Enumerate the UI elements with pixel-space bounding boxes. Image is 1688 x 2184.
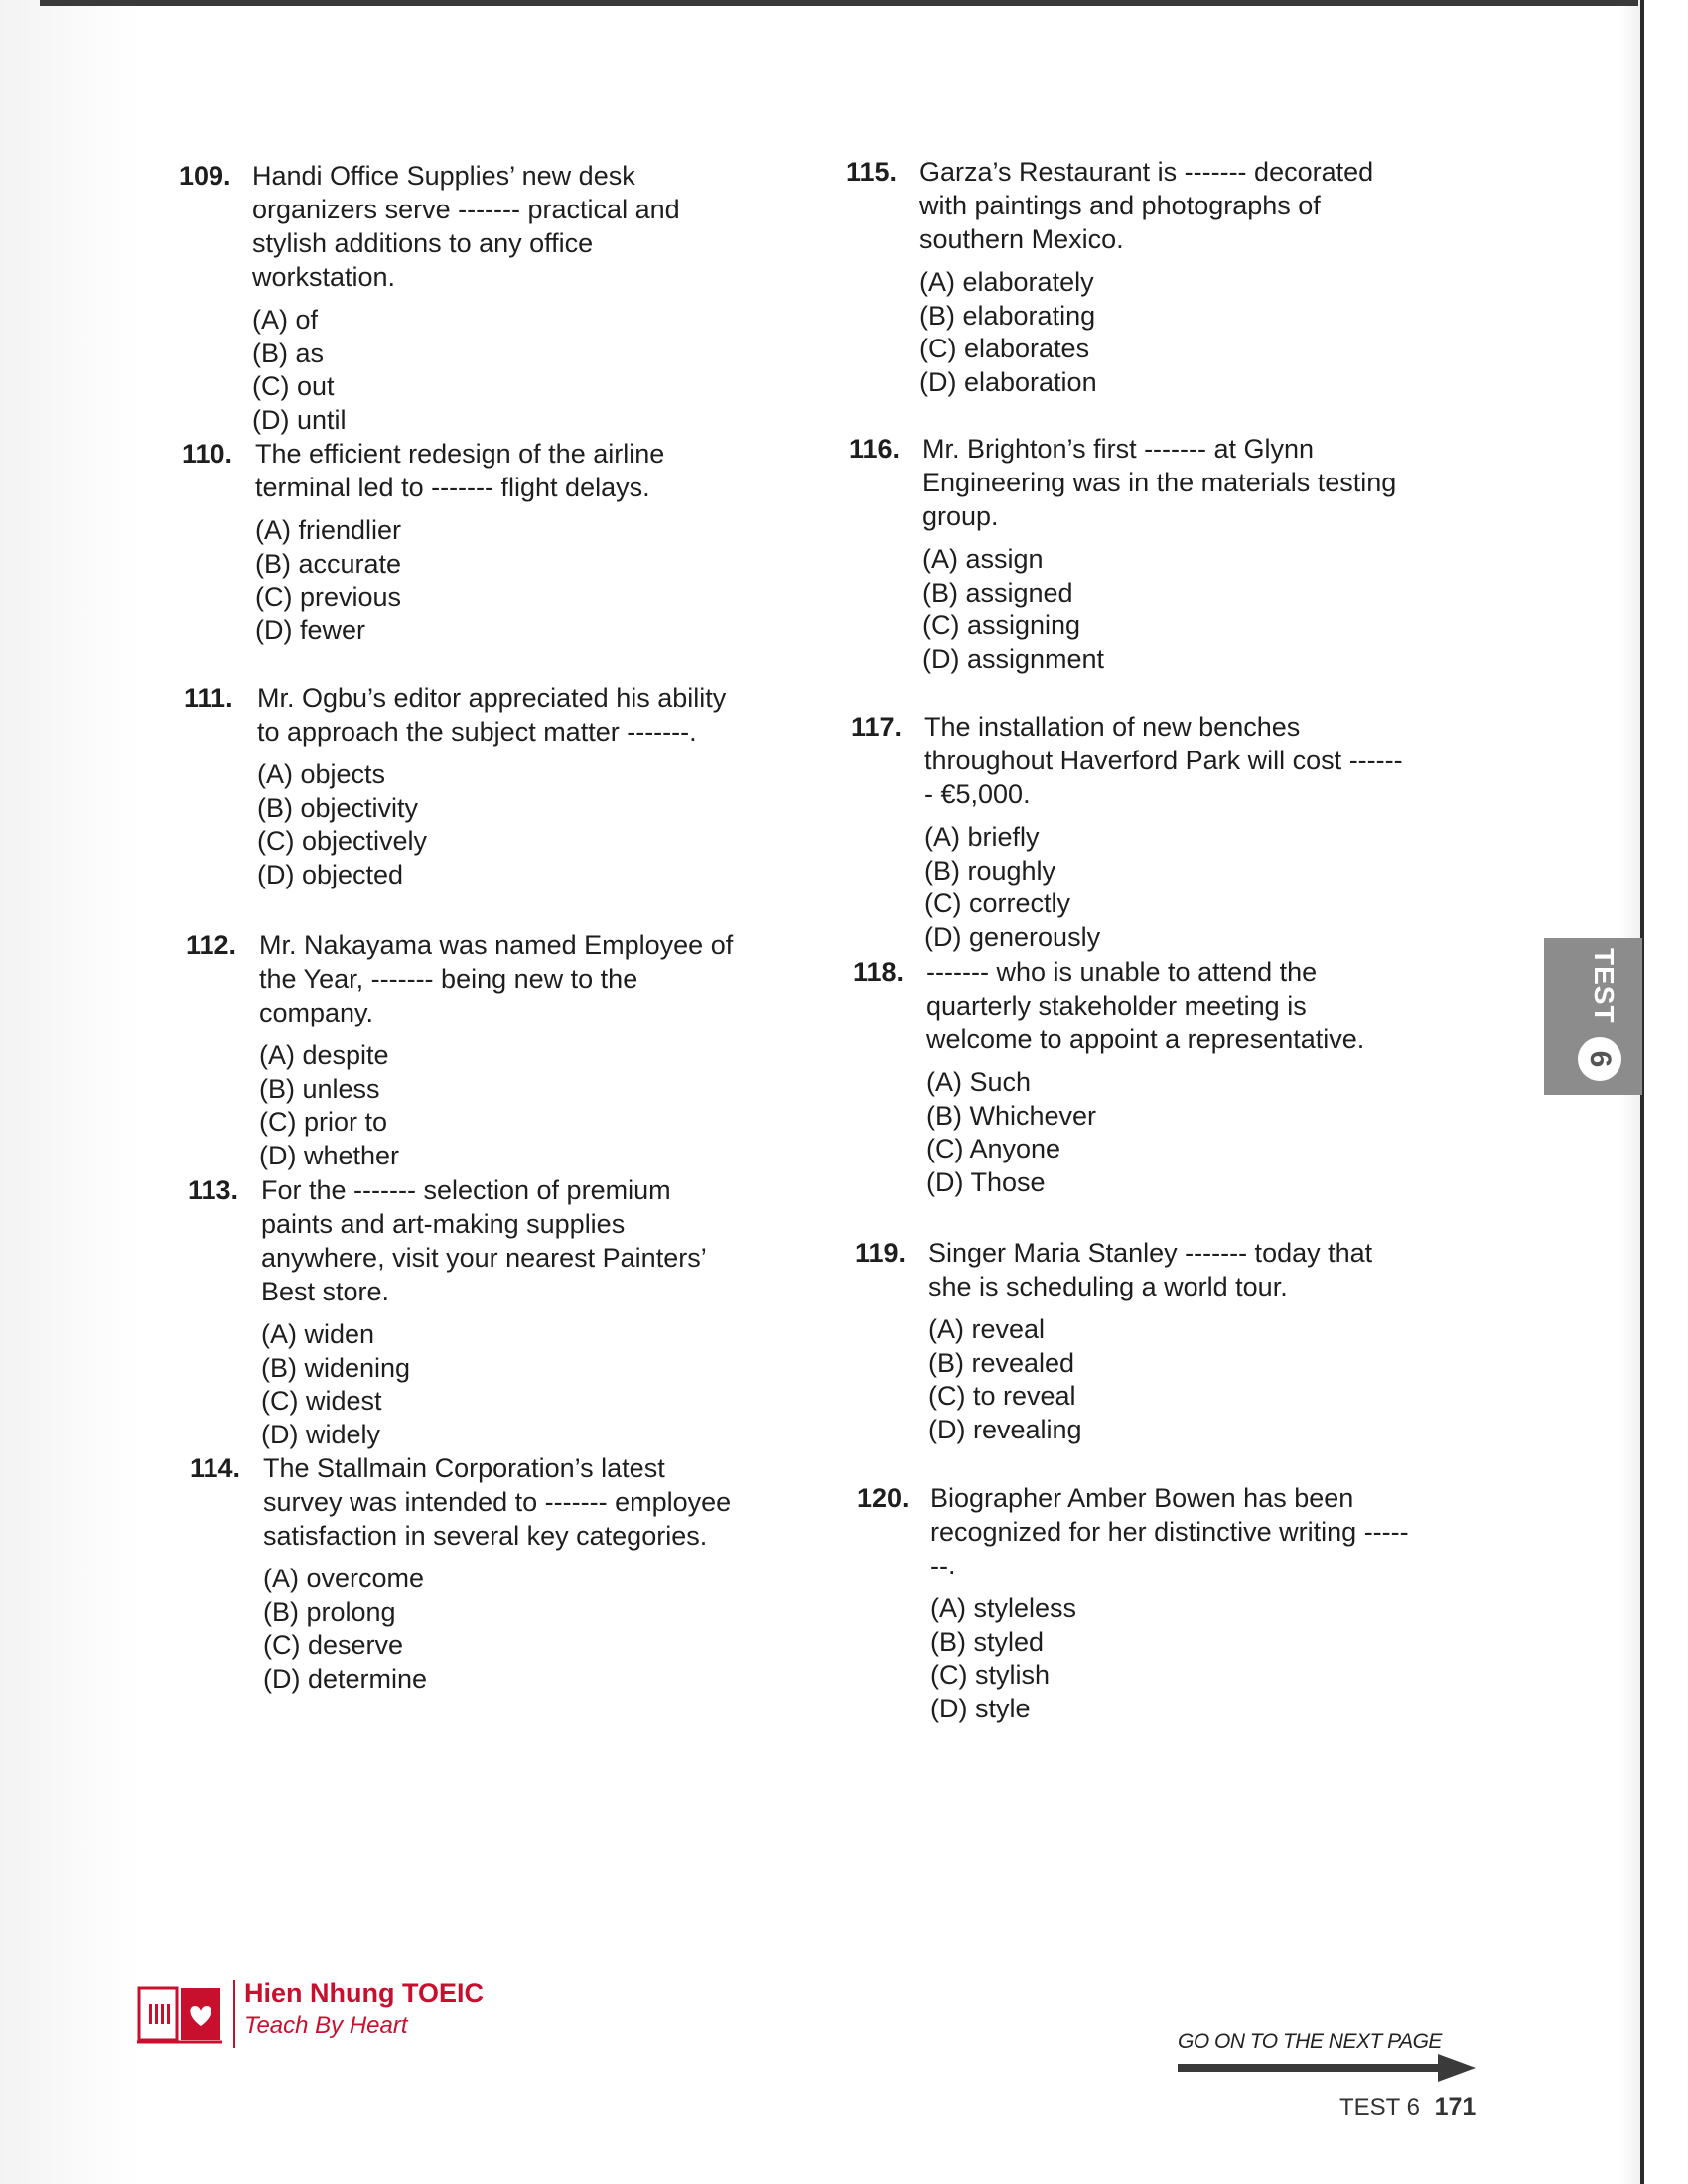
side-tab-label: TEST [1589, 948, 1619, 1024]
question-number: 111. [184, 683, 233, 713]
page-footer [1339, 2093, 1476, 2121]
question-116 [849, 432, 1405, 676]
side-tab-number: 6 [1584, 1050, 1617, 1068]
question-117 [851, 710, 1407, 954]
option-b[interactable]: (B) elaborating [919, 300, 1096, 331]
question-113 [188, 1173, 744, 1451]
question-number: 109. [179, 161, 231, 191]
question-number: 114. [190, 1453, 241, 1483]
scan-left-shade [0, 0, 139, 2184]
question-text: For the ------- selection of premium paints and art-making supplies anywhere, visit your nearest Painters’ Best store. [261, 1175, 706, 1306]
option-c[interactable]: (C) Anyone [926, 1134, 1061, 1163]
question-118 [853, 955, 1409, 1199]
question-110 [182, 437, 738, 647]
option-a[interactable]: (A) friendlier [255, 515, 402, 545]
option-b[interactable]: (B) revealed [928, 1347, 1075, 1378]
option-a[interactable]: (A) overcome [263, 1564, 425, 1593]
answer-options [922, 543, 1405, 676]
option-a[interactable]: (A) briefly [924, 822, 1040, 852]
question-number: 117. [851, 712, 903, 742]
answer-options [257, 758, 740, 891]
option-a[interactable]: (A) assign [922, 544, 1044, 574]
option-b[interactable]: (B) styled [930, 1626, 1045, 1657]
answer-options [930, 1592, 1413, 1725]
scan-top-edge [40, 0, 1638, 6]
question-number: 118. [853, 957, 905, 987]
answer-options [252, 304, 735, 437]
question-text: Mr. Brighton’s first ------- at Glynn Engineering was in the materials testing group. [922, 434, 1397, 531]
option-a[interactable]: (A) reveal [928, 1314, 1046, 1344]
test-side-tab [1544, 938, 1642, 1095]
option-d[interactable]: (D) assignment [922, 643, 1105, 674]
option-c[interactable]: (C) correctly [924, 888, 1070, 918]
question-text: The installation of new benches throughout Haverford Park will cost ------- €5,000. [924, 712, 1403, 809]
option-d[interactable]: (D) determine [263, 1663, 428, 1694]
option-b[interactable]: (B) prolong [263, 1596, 396, 1627]
option-a[interactable]: (A) objects [257, 759, 386, 789]
answer-options [255, 514, 738, 647]
question-text: The efficient redesign of the airline terminal led to ------- flight delays. [255, 439, 665, 502]
option-d[interactable]: (D) generously [924, 921, 1101, 952]
option-d[interactable]: (D) widely [261, 1419, 381, 1449]
question-112 [186, 928, 742, 1172]
side-tab-circle [1578, 1037, 1621, 1081]
question-text: Singer Maria Stanley ------- today that she is scheduling a world tour. [928, 1238, 1373, 1301]
logo-divider [233, 1980, 235, 2048]
option-d[interactable]: (D) elaboration [919, 366, 1097, 397]
option-d[interactable]: (D) until [252, 404, 347, 435]
option-b[interactable]: (B) assigned [922, 577, 1073, 608]
option-c[interactable]: (C) widest [261, 1386, 382, 1416]
answer-options [263, 1563, 746, 1696]
option-d[interactable]: (D) whether [259, 1140, 400, 1170]
answer-options [261, 1318, 744, 1451]
footer-test-label: TEST 6 [1339, 2094, 1420, 2120]
question-number: 110. [182, 439, 233, 469]
question-115 [846, 155, 1402, 399]
page-number: 171 [1434, 2093, 1477, 2120]
question-111 [184, 681, 740, 891]
option-b[interactable]: (B) roughly [924, 855, 1056, 886]
option-b[interactable]: (B) unless [259, 1073, 380, 1104]
option-a[interactable]: (A) styleless [930, 1593, 1077, 1623]
option-d[interactable]: (D) Those [926, 1166, 1046, 1197]
logo-title: Hien Nhung TOEIC [244, 1979, 484, 2008]
answer-options [928, 1313, 1411, 1446]
option-b[interactable]: (B) Whichever [926, 1100, 1097, 1131]
option-c[interactable]: (C) objectively [257, 826, 428, 856]
option-c[interactable]: (C) to reveal [928, 1381, 1076, 1411]
question-number: 115. [846, 157, 898, 187]
option-a[interactable]: (A) despite [259, 1040, 389, 1070]
question-text: Handi Office Supplies’ new desk organizers serve ------- practical and stylish additions to any office workstation. [252, 161, 680, 292]
question-120 [857, 1481, 1413, 1725]
answer-options [919, 266, 1402, 399]
option-b[interactable]: (B) accurate [255, 548, 402, 579]
option-c[interactable]: (C) assigning [922, 611, 1081, 640]
answer-options [259, 1039, 742, 1172]
option-c[interactable]: (C) prior to [259, 1107, 388, 1137]
option-c[interactable]: (C) deserve [263, 1630, 404, 1660]
question-text: Biographer Amber Bowen has been recognized for her distinctive writing -------. [930, 1483, 1409, 1580]
question-text: ------- who is unable to attend the quarterly stakeholder meeting is welcome to appoint a representative. [926, 957, 1365, 1054]
question-109 [179, 159, 735, 437]
option-d[interactable]: (D) revealing [928, 1414, 1082, 1444]
question-119 [855, 1236, 1411, 1446]
brand-logo [135, 1979, 532, 2048]
option-b[interactable]: (B) as [252, 338, 325, 368]
option-a[interactable]: (A) widen [261, 1319, 375, 1349]
question-number: 112. [186, 930, 237, 960]
question-text: Mr. Ogbu’s editor appreciated his ability to approach the subject matter -------. [257, 683, 727, 747]
option-c[interactable]: (C) stylish [930, 1660, 1050, 1690]
answer-options [926, 1066, 1409, 1199]
option-d[interactable]: (D) fewer [255, 614, 366, 645]
option-d[interactable]: (D) style [930, 1693, 1031, 1723]
option-a[interactable]: (A) of [252, 305, 319, 335]
question-text: Garza’s Restaurant is ------- decorated with paintings and photographs of southern Mexico. [919, 157, 1374, 254]
question-text: The Stallmain Corporation’s latest survey was intended to ------- employee satisfaction in several key categories. [263, 1453, 732, 1551]
option-a[interactable]: (A) elaborately [919, 267, 1094, 297]
question-114 [190, 1451, 746, 1696]
option-c[interactable]: (C) elaborates [919, 334, 1090, 363]
option-d[interactable]: (D) objected [257, 859, 404, 889]
option-c[interactable]: (C) out [252, 371, 335, 401]
option-b[interactable]: (B) widening [261, 1352, 411, 1383]
option-b[interactable]: (B) objectivity [257, 792, 419, 823]
book-heart-icon [135, 1982, 224, 2044]
option-a[interactable]: (A) Such [926, 1067, 1032, 1097]
logo-subtitle: Teach By Heart [244, 2012, 408, 2039]
next-page-label: GO ON TO THE NEXT PAGE [1178, 2030, 1442, 2053]
question-number: 120. [857, 1483, 910, 1513]
question-number: 119. [855, 1238, 907, 1268]
question-number: 116. [849, 434, 901, 464]
question-number: 113. [188, 1175, 239, 1205]
option-c[interactable]: (C) previous [255, 582, 402, 612]
arrow-right-icon [1178, 2054, 1476, 2082]
answer-options [924, 821, 1407, 954]
question-text: Mr. Nakayama was named Employee of the Year, ------- being new to the company. [259, 930, 734, 1027]
